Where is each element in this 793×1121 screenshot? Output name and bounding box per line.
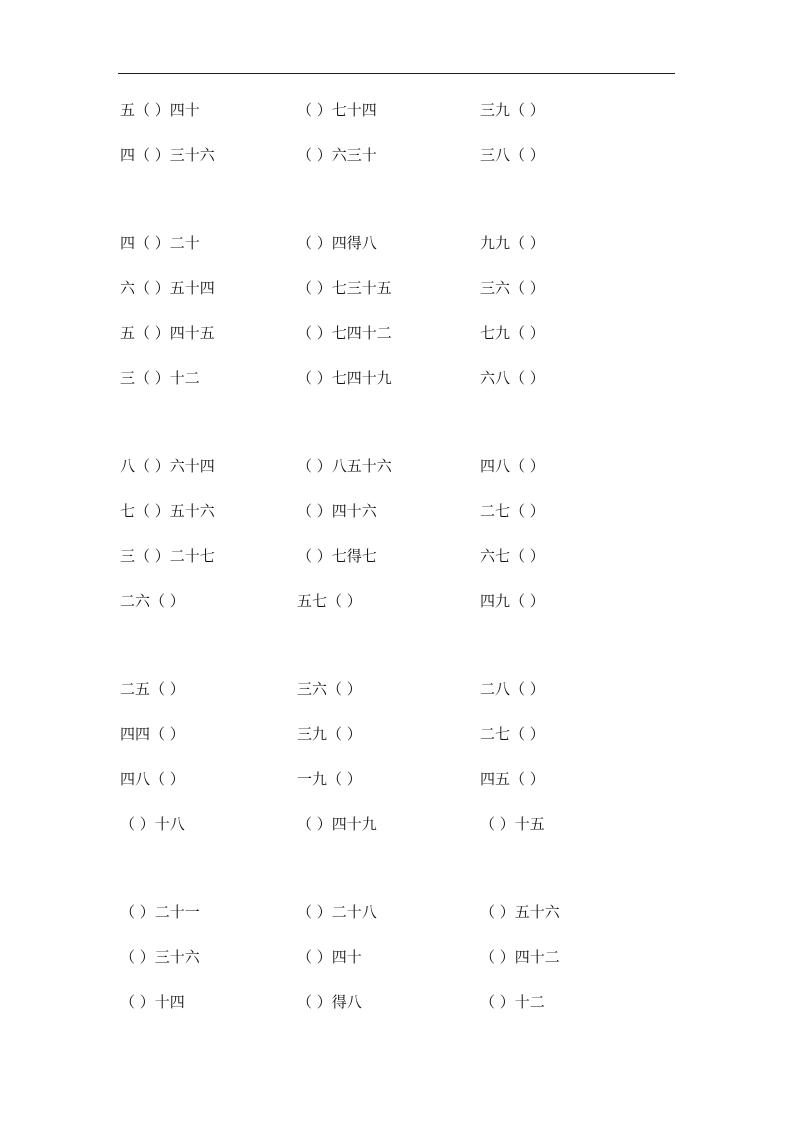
exercise-item: 四八（ ） <box>120 770 185 788</box>
exercise-item: 七九（ ） <box>480 324 545 342</box>
exercise-item: （ ）七四十二 <box>297 324 392 342</box>
exercise-item: （ ）五十六 <box>480 903 560 921</box>
exercise-item: （ ）七三十五 <box>297 279 392 297</box>
exercise-item: 二八（ ） <box>480 680 545 698</box>
exercise-item: （ ）十四 <box>120 993 185 1011</box>
exercise-item: 七（ ）五十六 <box>120 502 215 520</box>
exercise-item: 三六（ ） <box>480 279 545 297</box>
exercise-item: 四八（ ） <box>480 457 545 475</box>
exercise-item: （ ）七十四 <box>297 101 377 119</box>
exercise-item: （ ）四得八 <box>297 234 377 252</box>
exercise-item: 四五（ ） <box>480 770 545 788</box>
exercise-item: （ ）六三十 <box>297 146 377 164</box>
exercise-item: 一九（ ） <box>297 770 362 788</box>
exercise-item: （ ）三十六 <box>120 948 200 966</box>
exercise-item: （ ）四十六 <box>297 502 377 520</box>
exercise-item: （ ）八五十六 <box>297 457 392 475</box>
exercise-item: 八（ ）六十四 <box>120 457 215 475</box>
exercise-item: 二七（ ） <box>480 502 545 520</box>
exercise-item: （ ）七得七 <box>297 547 377 565</box>
exercise-item: 二五（ ） <box>120 680 185 698</box>
exercise-item: 四九（ ） <box>480 592 545 610</box>
exercise-item: 二七（ ） <box>480 725 545 743</box>
exercise-item: 三八（ ） <box>480 146 545 164</box>
exercise-item: 五（ ）四十五 <box>120 324 215 342</box>
exercise-item: 四（ ）三十六 <box>120 146 215 164</box>
exercise-item: 四（ ）二十 <box>120 234 200 252</box>
exercise-item: 三（ ）十二 <box>120 369 200 387</box>
exercise-item: （ ）七四十九 <box>297 369 392 387</box>
exercise-item: （ ）四十 <box>297 948 362 966</box>
exercise-item: 三九（ ） <box>480 101 545 119</box>
exercise-item: （ ）十八 <box>120 815 185 833</box>
exercise-item: （ ）四十二 <box>480 948 560 966</box>
exercise-item: 六八（ ） <box>480 369 545 387</box>
exercise-item: （ ）得八 <box>297 993 362 1011</box>
exercise-item: （ ）十五 <box>480 815 545 833</box>
exercise-item: 六（ ）五十四 <box>120 279 215 297</box>
exercise-item: 三九（ ） <box>297 725 362 743</box>
exercise-item: 六七（ ） <box>480 547 545 565</box>
exercise-item: 三六（ ） <box>297 680 362 698</box>
exercise-item: （ ）四十九 <box>297 815 377 833</box>
exercise-item: 九九（ ） <box>480 234 545 252</box>
exercise-item: 五七（ ） <box>297 592 362 610</box>
exercise-item: 四四（ ） <box>120 725 185 743</box>
exercise-item: 三（ ）二十七 <box>120 547 215 565</box>
exercise-item: 五（ ）四十 <box>120 101 200 119</box>
exercise-item: （ ）十二 <box>480 993 545 1011</box>
exercise-item: （ ）二十八 <box>297 903 377 921</box>
exercise-item: （ ）二十一 <box>120 903 200 921</box>
exercise-item: 二六（ ） <box>120 592 185 610</box>
